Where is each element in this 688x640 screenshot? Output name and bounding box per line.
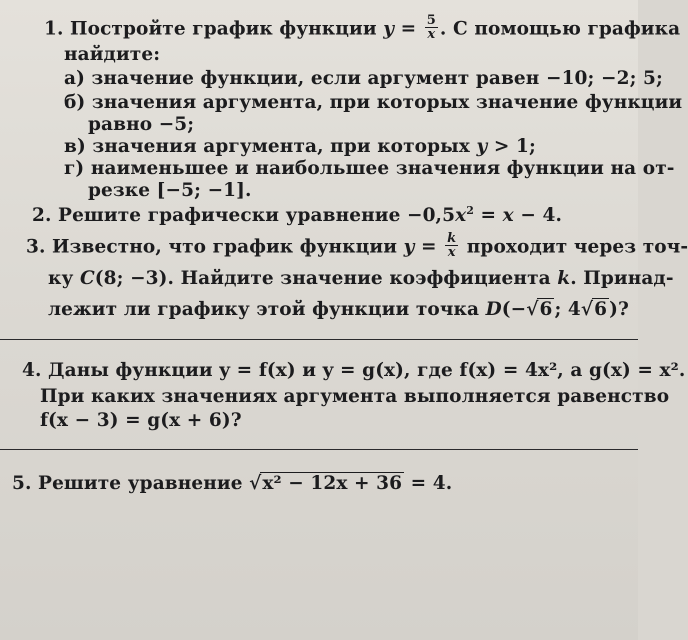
problem-1-item-d-line-1: г) наименьшее и наибольшее значения функции на от-: [64, 158, 675, 179]
divider-1: [0, 339, 638, 340]
problem-1-item-b-line-1: б) значения аргумента, при которых значение функции: [64, 92, 683, 113]
problem-1-line-2: найдите:: [64, 44, 161, 65]
problem-5: 5. Решите уравнение √x² − 12x + 36 = 4.: [12, 473, 453, 494]
problem-1-item-a: а) значение функции, если аргумент равен −10; −2; 5;: [64, 68, 663, 89]
fraction-k-over-x: $\frac{k}{x}$: [447, 231, 457, 260]
sqrt-6-b: √6: [580, 299, 608, 320]
problem-4-line-3: f(x − 3) = g(x + 6)?: [40, 410, 242, 431]
problem-1-item-c: в) значения аргумента, при которых y > 1;: [64, 136, 536, 157]
problem-1-item-b-line-2: равно −5;: [88, 114, 195, 135]
problem-2: 2. Решите графически уравнение $-0,5x^2 = x - 4$.: [32, 204, 563, 227]
sqrt-6-a: √6: [526, 299, 553, 320]
divider-2: [0, 449, 638, 450]
problem-4-line-2: При каких значениях аргумента выполняется равенство: [40, 386, 670, 407]
problem-4-line-1: 4. Даны функции y = f(x) и y = g(x), где f(x) = 4x², а g(x) = x².: [22, 360, 686, 381]
problem-1-line-1: 1. Постройте график функции y = $\frac{5}{x}$ . С помощью графика: [44, 13, 681, 42]
sqrt-radicand: √x² − 12x + 36: [249, 473, 403, 494]
fraction-5-over-x: $\frac{5}{x}$: [426, 13, 436, 42]
problem-3-line-3: лежит ли графику этой функции точка D(−√6 ; 4√6 )?: [48, 299, 629, 320]
problem-3-line-1: 3. Известно, что график функции y = $\frac{k}{x}$ проходит через точ-: [26, 231, 688, 260]
problem-3-line-2: ку C(8; −3). Найдите значение коэффициента k. Принад-: [48, 268, 674, 289]
problem-1-item-d-line-2: резке [−5; −1].: [88, 180, 252, 201]
